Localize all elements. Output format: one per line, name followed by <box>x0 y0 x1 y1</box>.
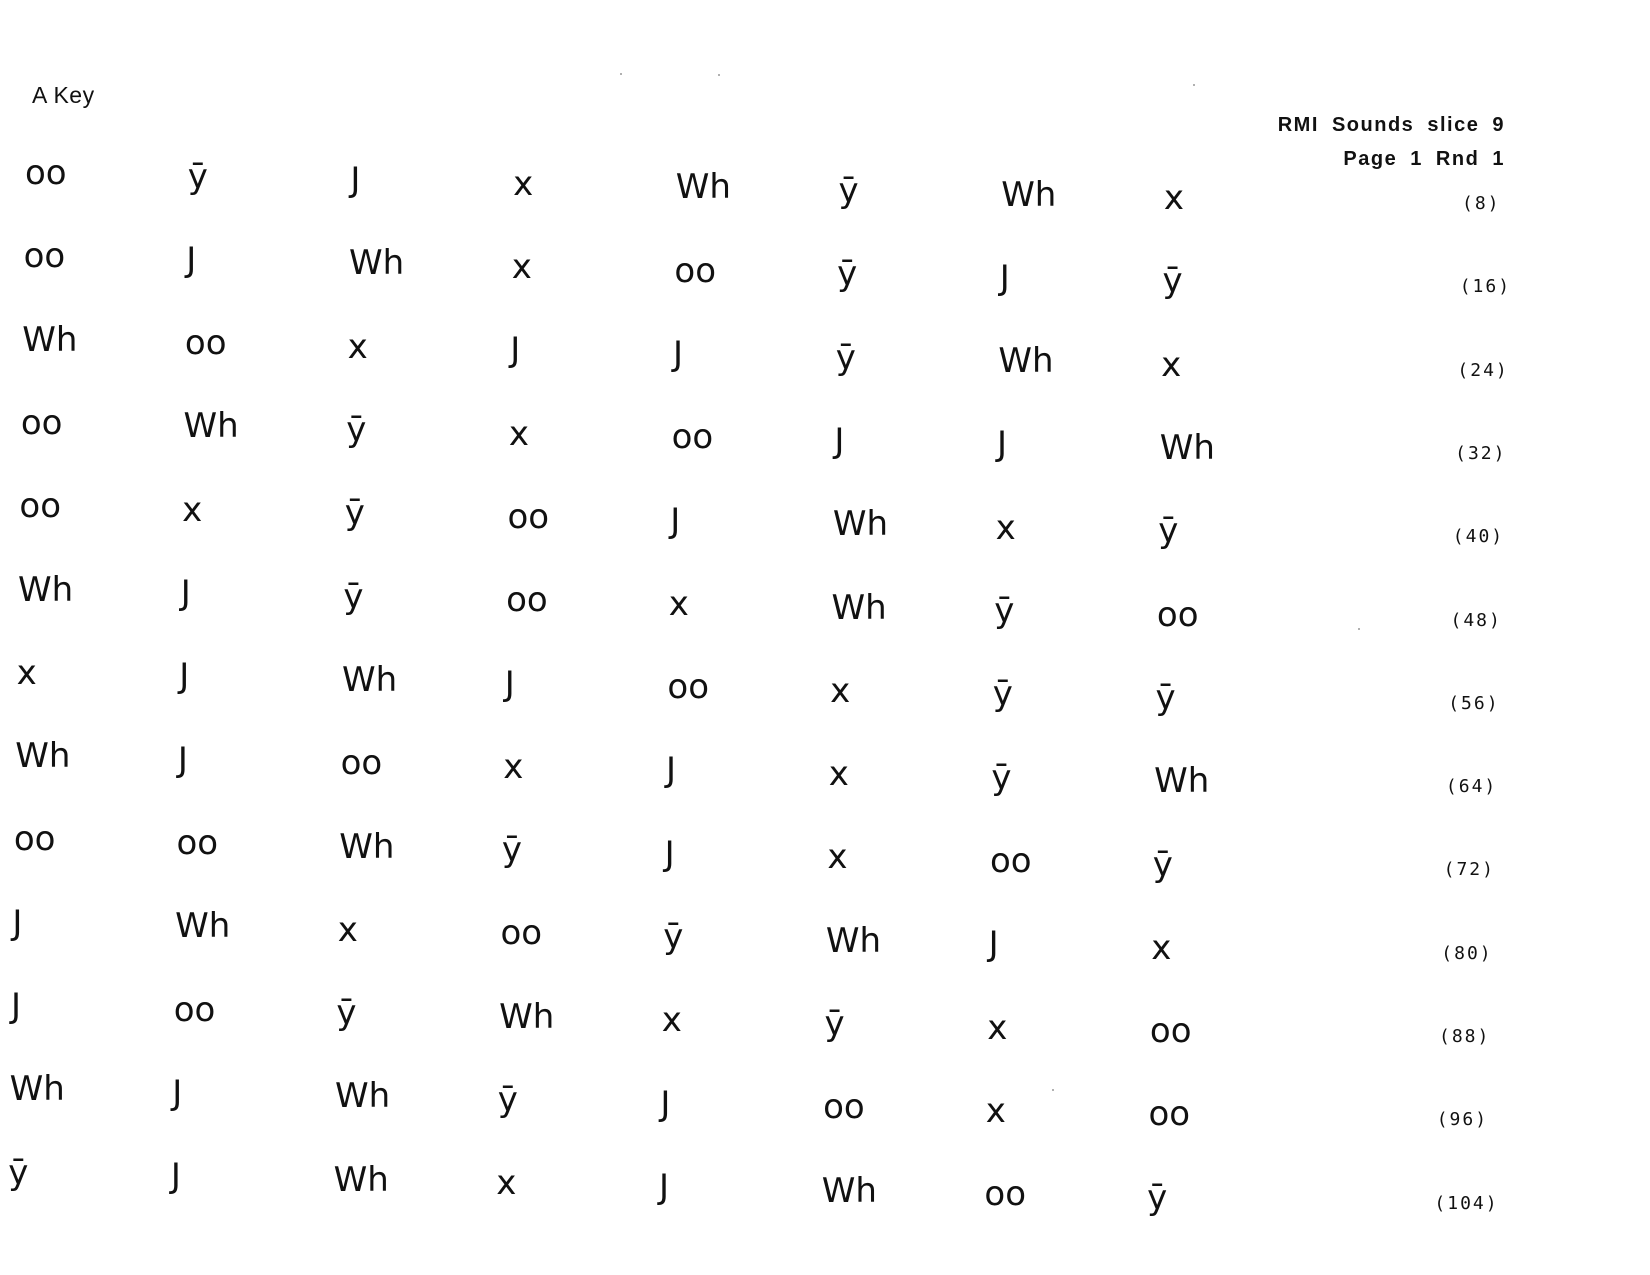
sound-item: J <box>177 739 188 780</box>
sound-item: x <box>182 489 203 530</box>
sound-item: ȳ <box>992 674 1013 715</box>
sound-item: J <box>172 1072 183 1113</box>
sound-item: oo <box>19 486 62 527</box>
row-count: (32) <box>1455 442 1507 464</box>
sound-item: oo <box>184 323 227 364</box>
sound-item: ȳ <box>346 410 367 451</box>
sound-item: ȳ <box>994 591 1015 632</box>
sound-item: Wh <box>825 920 882 961</box>
sound-item: oo <box>674 250 717 291</box>
sound-item: oo <box>823 1087 865 1128</box>
sound-item: x <box>828 754 849 795</box>
sound-item: J <box>988 924 999 965</box>
sound-item: J <box>510 330 521 371</box>
sound-item: oo <box>20 402 63 443</box>
scan-speck <box>718 74 720 76</box>
sound-item: ȳ <box>1152 844 1173 885</box>
sound-item: oo <box>23 236 66 277</box>
sound-item: oo <box>506 580 548 621</box>
sound-item: x <box>995 507 1016 548</box>
sound-item: J <box>504 663 515 704</box>
sound-item: Wh <box>22 319 78 360</box>
sound-item: Wh <box>1001 174 1057 215</box>
sound-item: ȳ <box>497 1080 518 1121</box>
sound-item: J <box>666 750 677 791</box>
sound-item: Wh <box>821 1170 877 1211</box>
sound-item: x <box>1151 927 1172 968</box>
sound-item: oo <box>173 989 216 1030</box>
sound-item: x <box>668 583 689 624</box>
sound-item: ȳ <box>344 493 365 534</box>
sound-item: ȳ <box>1158 511 1179 552</box>
sound-item: ȳ <box>187 156 208 197</box>
sound-item: Wh <box>831 587 887 628</box>
sound-item: Wh <box>1154 761 1210 802</box>
sound-item: x <box>496 1163 517 1204</box>
sound-item: J <box>664 833 675 874</box>
sound-item: J <box>660 1083 671 1124</box>
scan-speck <box>1193 84 1195 86</box>
sound-item: ȳ <box>1162 261 1183 302</box>
sound-item: x <box>508 413 530 454</box>
sound-item: x <box>1163 178 1185 219</box>
sound-item: Wh <box>675 167 731 208</box>
sound-item: oo <box>1149 1011 1192 1052</box>
sound-item: x <box>661 1000 682 1041</box>
sound-item: J <box>997 424 1008 465</box>
sound-item: J <box>659 1166 670 1207</box>
sound-item: Wh <box>333 1159 389 1200</box>
sound-item: J <box>179 656 190 697</box>
sound-item: x <box>830 670 851 711</box>
sound-item: oo <box>176 822 219 863</box>
sound-item: oo <box>1148 1094 1191 1135</box>
sound-item: ȳ <box>8 1152 29 1193</box>
row-count: (104) <box>1434 1192 1499 1214</box>
sound-item: oo <box>500 913 543 954</box>
sound-item: J <box>673 333 684 374</box>
sound-item: x <box>1161 344 1182 385</box>
header-title: RMI Sounds slice 9 <box>1277 114 1505 136</box>
sound-item: J <box>11 986 22 1026</box>
sound-item: x <box>985 1090 1006 1131</box>
sound-item: oo <box>25 153 67 193</box>
sound-item: oo <box>671 417 714 458</box>
sound-item: Wh <box>335 1076 391 1117</box>
row-count: (88) <box>1439 1026 1491 1047</box>
row-count: (40) <box>1452 526 1505 548</box>
sound-item: x <box>16 652 37 693</box>
sound-item: ȳ <box>824 1004 845 1044</box>
row-count: (96) <box>1436 1109 1489 1131</box>
row-count: (64) <box>1445 776 1498 798</box>
sound-item: ȳ <box>837 254 858 295</box>
sound-item: ȳ <box>991 757 1012 798</box>
sound-item: ȳ <box>835 337 856 378</box>
sound-item: Wh <box>339 826 395 867</box>
scan-speck <box>1052 1089 1054 1091</box>
sound-item: Wh <box>9 1069 65 1110</box>
worksheet-header <box>1278 108 1505 176</box>
sound-item: oo <box>667 667 710 708</box>
sound-item: ȳ <box>663 917 684 958</box>
sound-item: Wh <box>18 569 74 610</box>
sound-item: x <box>347 326 368 367</box>
sound-item: ȳ <box>1155 677 1176 718</box>
sound-item: ȳ <box>501 830 523 871</box>
sound-item: x <box>337 909 358 950</box>
sound-item: Wh <box>349 243 405 284</box>
sound-item: Wh <box>15 736 71 777</box>
row-count: (16) <box>1459 276 1512 298</box>
row-count: (8) <box>1462 193 1501 214</box>
sound-item: Wh <box>342 659 398 700</box>
sound-item: x <box>987 1007 1008 1048</box>
sound-item: ȳ <box>838 171 859 211</box>
row-count: (56) <box>1448 692 1500 714</box>
scan-speck <box>1358 628 1360 630</box>
sound-item: Wh <box>998 341 1054 382</box>
sound-item: J <box>670 500 681 541</box>
sound-item: ȳ <box>343 576 364 617</box>
sound-item: Wh <box>183 406 239 447</box>
sound-item: J <box>834 420 845 461</box>
sound-item: oo <box>507 496 550 537</box>
sound-item: oo <box>13 819 56 860</box>
row-count: (24) <box>1457 359 1509 381</box>
sound-item: ȳ <box>1147 1177 1168 1218</box>
row-count: (80) <box>1441 942 1493 964</box>
sound-item: Wh <box>175 906 231 947</box>
scan-speck <box>620 73 622 75</box>
sound-item: Wh <box>1159 428 1215 469</box>
sound-item: J <box>350 160 361 201</box>
sound-item: J <box>12 902 23 943</box>
sound-item: x <box>511 247 532 288</box>
sound-item: J <box>180 573 191 614</box>
sound-item: J <box>186 239 197 280</box>
sound-item: x <box>503 746 524 787</box>
sound-item: Wh <box>499 996 555 1037</box>
row-count: (48) <box>1450 609 1502 631</box>
key-label: A Key <box>32 82 95 108</box>
sound-item: oo <box>1156 594 1199 635</box>
row-count: (72) <box>1443 859 1495 881</box>
sound-item: oo <box>990 840 1032 881</box>
sound-item: J <box>170 1156 181 1197</box>
sound-item: ȳ <box>336 993 357 1034</box>
sound-item: x <box>513 163 534 204</box>
sound-item: x <box>827 837 848 878</box>
header-page-round: Page 1 Rnd 1 <box>1343 148 1505 170</box>
sound-item: oo <box>984 1174 1026 1215</box>
sound-item: oo <box>340 743 383 784</box>
sound-item: Wh <box>832 504 889 545</box>
sound-item: J <box>999 257 1010 298</box>
